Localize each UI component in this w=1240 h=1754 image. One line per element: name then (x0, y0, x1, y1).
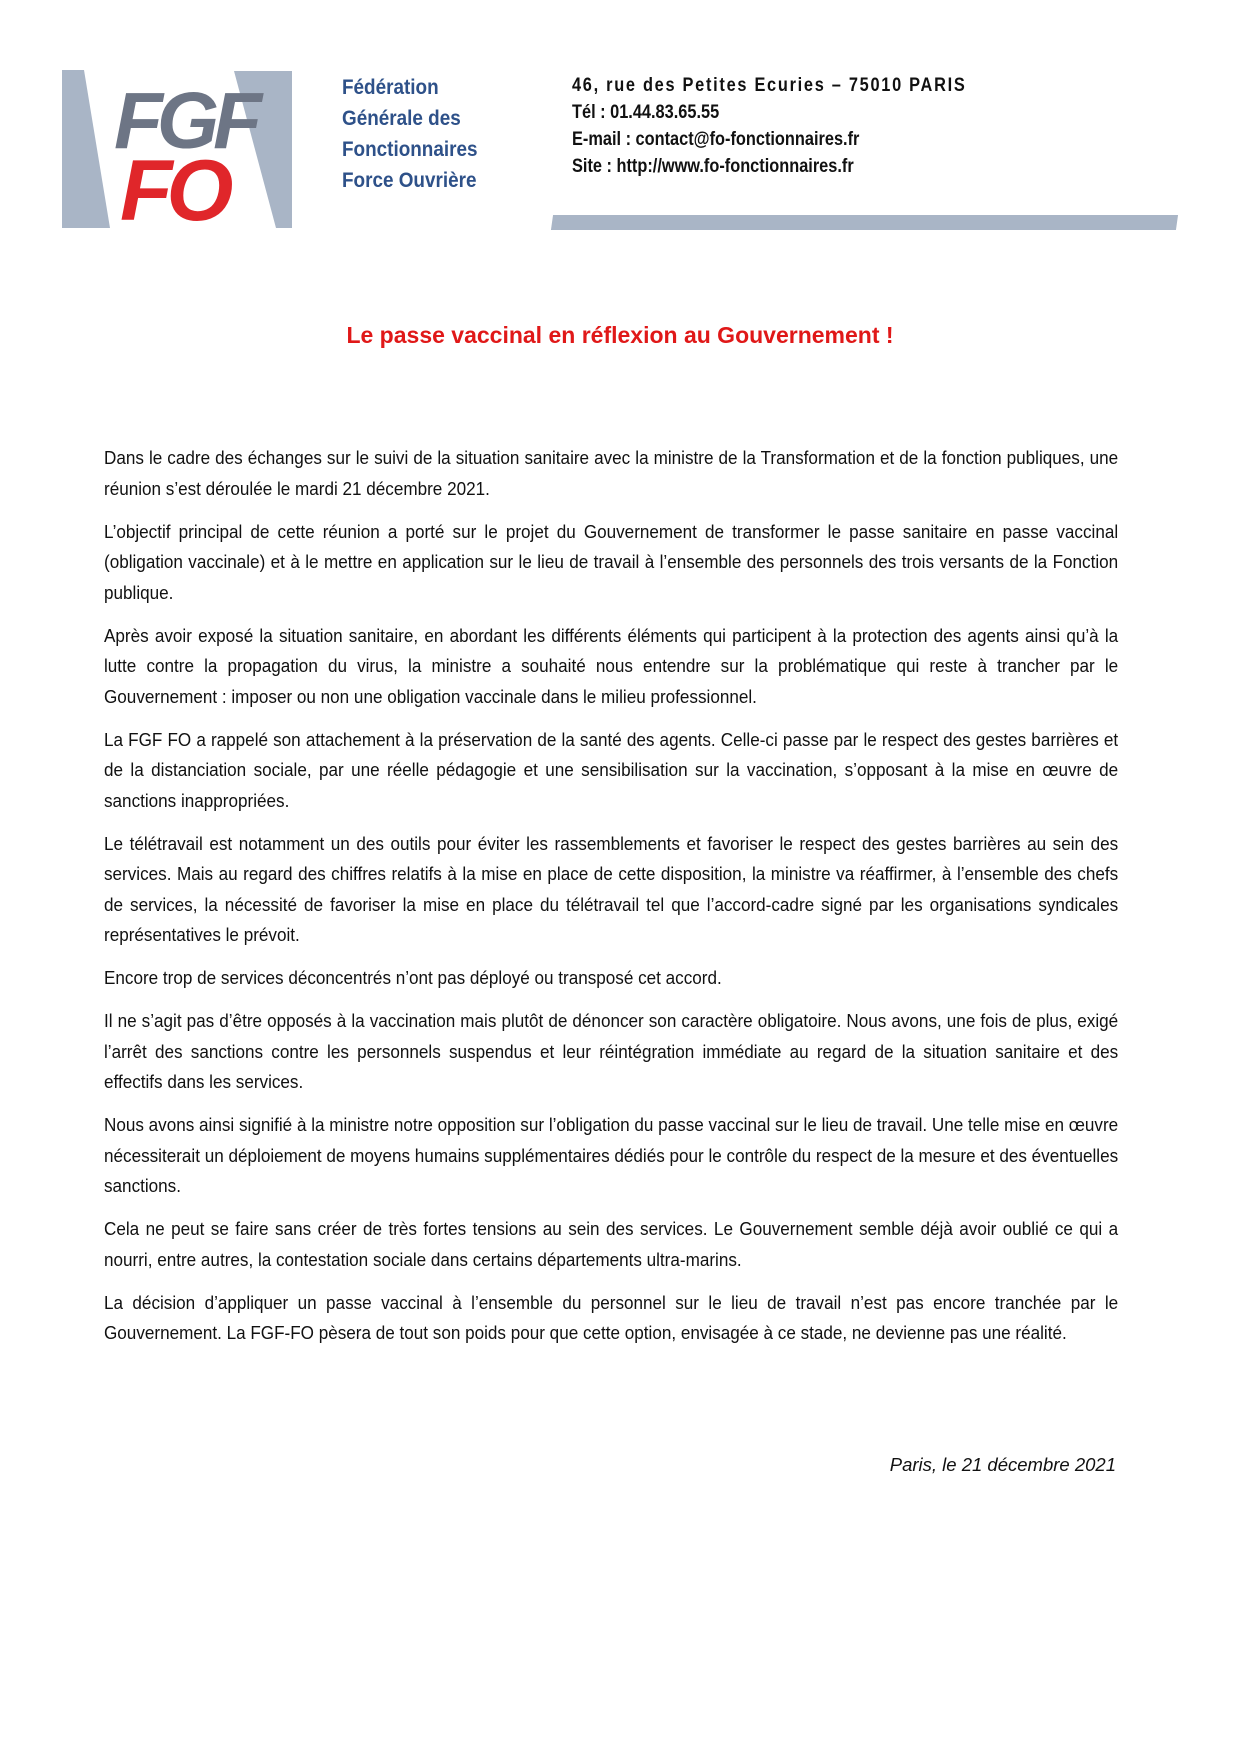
body-paragraph: La décision d’appliquer un passe vaccinal à l’ensemble du personnel sur le lieu de travail n’est pas encore tranchée par le Gouvernement. La FGF-FO pèsera de tout son poids pour que cette option, envisagée à ce stade, ne devienne pas une réalité. (104, 1292, 1119, 1343)
contact-email[interactable]: E-mail : contact@fo-fonctionnaires.fr (572, 129, 860, 150)
body-paragraph: Il ne s’agit pas d’être opposés à la vaccination mais plutôt de dénoncer son caractère obligatoire. Nous avons, une fois de plus, exigé l’arrêt des sanctions contre les personnels suspendus et leur réintégration immédiate au regard de la situation sanitaire et des effectifs dans les services. (104, 1011, 1119, 1092)
org-name-line: Fédération (342, 76, 439, 99)
logo-graphic-icon (62, 68, 302, 233)
letterhead (0, 0, 1240, 240)
body-paragraph: Cela ne peut se faire sans créer de très fortes tensions au sein des services. Le Gouvernement semble déjà avoir oublié ce qui a nourri, entre autres, la contestation sociale dans certains départements ultra-marins. (104, 1219, 1119, 1270)
org-name-line: Générale des (342, 107, 461, 130)
body-paragraph: Encore trop de services déconcentrés n’ont pas déployé ou transposé cet accord. (104, 968, 722, 988)
place-date-signature: Paris, le 21 décembre 2021 (889, 1454, 1116, 1475)
body-paragraph: Le télétravail est notamment un des outils pour éviter les rassemblements et favoriser le respect des gestes barrières au sein des services. Mais au regard des chiffres relatifs à la mise en place de cette disposition, la ministre va réaffirmer, à l’ensemble des chefs de services, la nécessité de favoriser la mise en place du télétravail tel que l’accord-cadre signé par les organisations syndicales représentatives le prévoit. (104, 833, 1119, 945)
org-name-line: Fonctionnaires (342, 138, 478, 161)
body-paragraph: Dans le cadre des échanges sur le suivi de la situation sanitaire avec la ministre de la Transformation et de la fonction publiques, une réunion s’est déroulée le mardi 21 décembre 2021. (104, 448, 1119, 499)
org-name-line: Force Ouvrière (342, 169, 477, 192)
body-paragraph: L’objectif principal de cette réunion a porté sur le projet du Gouvernement de transformer le passe sanitaire en passe vaccinal (obligation vaccinale) et à le mettre en application sur le lieu de travail à l’ensemble des personnels des trois versants de la Fonction publique. (104, 521, 1119, 603)
contact-website[interactable]: Site : http://www.fo-fonctionnaires.fr (572, 156, 854, 177)
body-paragraph: La FGF FO a rappelé son attachement à la préservation de la santé des agents. Celle-ci passe par le respect des gestes barrières et de la distanciation sociale, par une réelle pédagogie et une sensibilisation sur la vaccination, s’opposant à la mise en œuvre de sanctions inappropriées. (104, 729, 1119, 811)
body-paragraph: Nous avons ainsi signifié à la ministre notre opposition sur l’obligation du passe vaccinal sur le lieu de travail. Une telle mise en œuvre nécessiterait un déploiement de moyens humains supplémentaires dédiés pour le contrôle du respect de la mesure et des éventuelles sanctions. (104, 1115, 1119, 1196)
logo-fo-text: FO (120, 143, 228, 233)
organization-name (342, 72, 477, 196)
logo-fgf-text: FGF (114, 76, 256, 165)
header-divider-bar (551, 215, 1178, 230)
document-title: Le passe vaccinal en réflexion au Gouvernement ! (346, 322, 894, 348)
contact-block (572, 72, 966, 180)
body-paragraph: Après avoir exposé la situation sanitaire, en abordant les différents éléments qui participent à la protection des agents ainsi qu’à la lutte contre la propagation du virus, la ministre a souhaité nous entendre sur la problématique qui reste à trancher par le Gouvernement : imposer ou non une obligation vaccinale dans le milieu professionnel. (104, 625, 1119, 707)
document-body (104, 443, 1118, 1361)
contact-address: 46, rue des Petites Ecuries – 75010 PARIS (572, 75, 967, 96)
contact-phone: Tél : 01.44.83.65.55 (572, 102, 720, 123)
fgf-fo-logo (62, 68, 302, 233)
